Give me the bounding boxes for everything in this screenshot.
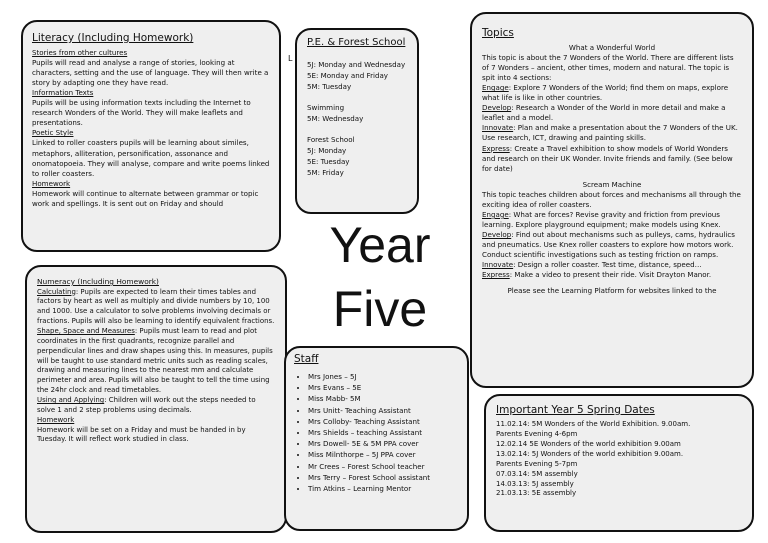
wonder-item: Develop: Research a Wonder of the World in more detail and make a leaflet and a model. <box>482 103 726 123</box>
pe-line: 5E: Tuesday <box>307 157 350 167</box>
staff-title: Staff <box>294 353 319 365</box>
list-item: • Mrs Evans – 5E <box>308 382 459 393</box>
date-line: 12.02.14 5E Wonders of the world exhibition 9.00am <box>496 439 681 448</box>
scream-item: Develop: Find out about mechanisms such as pulleys, cams, hydraulics and pneumatics. Use Knex roller coasters to explore how motors work. Conduct scientific investigations such as testing friction on ramps. <box>482 230 735 260</box>
literacy-heading: Stories from other cultures <box>32 47 128 57</box>
list-item: • Mrs Dowell- 5E & 5M PPA cover <box>308 438 459 449</box>
literacy-panel <box>21 20 281 252</box>
numeracy-panel <box>25 265 287 533</box>
pe-line: Swimming <box>307 103 345 113</box>
wonder-item: Engage: Explore 7 Wonders of the World; find them on maps, explore what life is like in other countries. <box>482 83 729 103</box>
numeracy-section: Calculating: Pupils are expected to learn their times tables and factors by heart as well as multiply and divide numbers by 10, 100 and 1000. Use a calculator to solve problems involving decimals or fractions. Pupils will also be learning to identify equivalent fractions. <box>37 287 275 326</box>
numeracy-heading: Homework <box>37 415 75 424</box>
list-item: • Miss Mabb- 5M <box>308 393 459 404</box>
literacy-text: Linked to roller coasters pupils will be learning about similes, metaphors, alliteration, personification, assonance and onomatopoeia. They will analyse, compare and write poems linked to roller coasters. <box>32 138 270 178</box>
wonder-heading: What a Wonderful World <box>568 42 656 52</box>
pe-line: 5J: Monday <box>307 146 347 156</box>
scream-item: Innovate: Design a roller coaster. Test time, distance, speed… <box>482 260 702 270</box>
pe-line: 5J: Monday and Wednesday <box>307 60 406 70</box>
date-line: 11.02.14: 5M Wonders of the World Exhibition. 9.00am. <box>496 419 691 428</box>
pe-line: Forest School <box>307 135 355 145</box>
pe-title: P.E. & Forest School <box>307 37 406 48</box>
date-line: 21.03.13: 5E assembly <box>496 489 577 498</box>
wonder-item: Express: Create a Travel exhibition to show models of World Wonders and research on their UK Wonder. Invite friends and family. (See below for date) <box>482 143 733 173</box>
list-item: • Mrs Shields – teaching Assistant <box>308 427 459 438</box>
list-item: • Tim Atkins – Learning Mentor <box>308 483 459 494</box>
date-line: 13.02.14: 5J Wonders of the world exhibition 9.00am. <box>496 449 684 458</box>
literacy-heading: Homework <box>32 178 71 188</box>
list-item: • Mrs Jones – 5J <box>308 371 459 382</box>
literacy-heading: Information Texts <box>32 88 94 98</box>
literacy-text: Pupils will be using information texts including the Internet to research Wonders of the World. They will make leaflets and presentations. <box>32 98 251 128</box>
numeracy-section: Using and Applying: Children will work out the steps needed to solve 1 and 2 step problems using decimals. <box>37 395 256 414</box>
topics-footer: Please see the Learning Platform for websites linked to the <box>507 286 717 296</box>
scream-item: Express: Make a video to present their ride. Visit Drayton Manor. <box>482 270 712 280</box>
literacy-section <box>32 88 270 128</box>
wonder-item: Innovate: Plan and make a presentation about the 7 Wonders of the UK. Use research, ICT, drawing and painting skills. <box>482 123 738 143</box>
pe-panel <box>295 28 419 214</box>
list-item: • Mrs Terry – Forest School assistant <box>308 472 459 483</box>
pe-line: 5M: Tuesday <box>307 82 352 92</box>
pe-line: 5M: Wednesday <box>307 114 364 124</box>
year-five-title <box>300 213 460 341</box>
stray-letter: L <box>288 54 293 63</box>
date-line: Parents Evening 4-6pm <box>496 429 578 438</box>
staff-panel <box>284 346 469 531</box>
list-item: • Mrs Colloby- Teaching Assistant <box>308 416 459 427</box>
list-item: • Mrs Unitt- Teaching Assistant <box>308 405 459 416</box>
literacy-text: Homework will continue to alternate between grammar or topic work and spellings. It is sent out on Friday and should <box>32 188 259 208</box>
dates-panel <box>484 394 754 532</box>
year-title-line: Five <box>332 281 428 337</box>
literacy-text: Pupils will read and analyse a range of stories, looking at characters, setting and the use of language. They will then write a story by adapting one they have read. <box>32 57 269 88</box>
literacy-heading: Poetic Style <box>32 128 74 138</box>
pe-line: 5E: Monday and Friday <box>307 71 388 81</box>
scream-intro: This topic teaches children about forces and mechanisms all through the exciting idea of roller coasters. <box>482 189 741 209</box>
literacy-title: Literacy (Including Homework) <box>32 32 194 44</box>
list-item: • Mr Crees – Forest School teacher <box>308 461 459 472</box>
numeracy-text: Homework will be set on a Friday and must be handed in by Tuesday. It will reflect work studied in class. <box>37 425 246 444</box>
topics-title: Topics <box>482 27 514 39</box>
scream-item: Engage: What are forces? Revise gravity and friction from previous learning. Explore playground equipment; make models using Knex. <box>482 209 721 229</box>
literacy-section <box>32 48 270 88</box>
year-title-line: Year <box>329 217 431 273</box>
topics-panel <box>470 12 754 388</box>
list-item: • Miss Milnthorpe – 5J PPA cover <box>308 449 459 460</box>
dates-title: Important Year 5 Spring Dates <box>496 404 655 416</box>
date-line: 07.03.14: 5M assembly <box>496 469 578 478</box>
numeracy-section: Shape, Space and Measures: Pupils must learn to read and plot coordinates in the first quadrants, recognize parallel and perpendicular lines and draw shapes using this. In measures, pupils will be taught to use standard metric units such as reading scales, drawing and measuring lines to the nearest mm and calculate perimeter and area. Pupils will also be taught to tell the time using the 24hr clock and read timetables. <box>37 326 273 395</box>
wonder-intro: This topic is about the 7 Wonders of the World. There are different lists of 7 Wonders – ancient, other times, modern and natural. The topic is spit into 4 sections: <box>482 52 734 83</box>
numeracy-title: Numeracy (Including Homework) <box>37 277 159 286</box>
date-line: Parents Evening 5-7pm <box>496 459 578 468</box>
date-line: 14.03.13: 5J assembly <box>496 479 574 488</box>
staff-list <box>294 371 459 494</box>
pe-line: 5M: Friday <box>307 168 344 178</box>
scream-heading: Scream Machine <box>582 179 642 189</box>
literacy-section <box>32 128 270 178</box>
literacy-section <box>32 179 270 209</box>
